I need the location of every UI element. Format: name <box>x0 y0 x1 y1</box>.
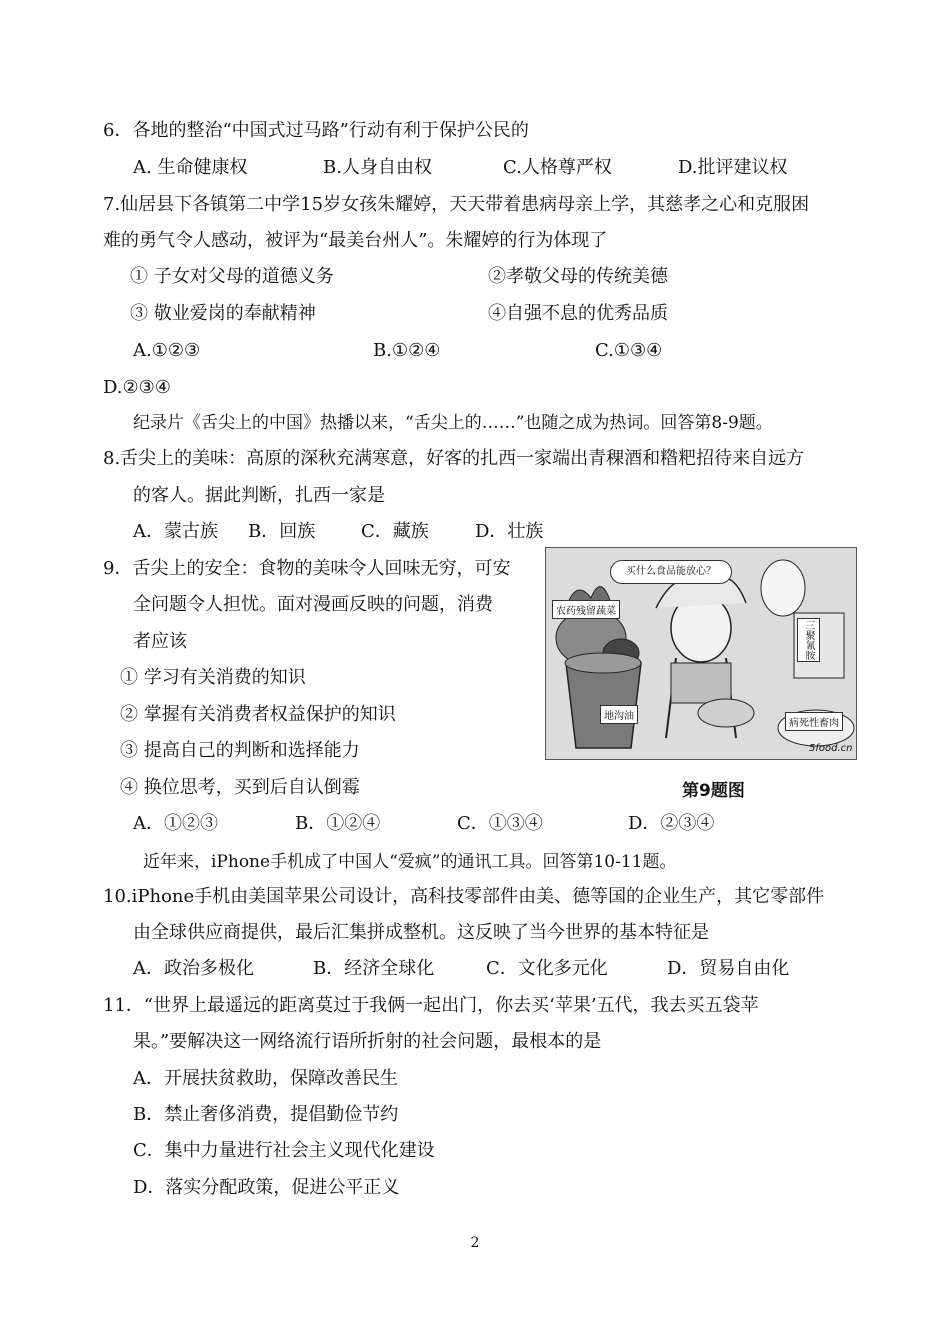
q11-stem-line1: 11．“世界上最遥远的距离莫过于我俩一起出门，你去买‘苹果’五代，我去买五袋苹 <box>103 995 759 1016</box>
q9-option-b: B．①②④ <box>295 813 381 834</box>
cartoon-label-gutter-oil: 地沟油 <box>600 705 638 724</box>
q6-option-b: B.人身自由权 <box>323 157 432 178</box>
q9-stem-line1: 9．舌尖上的安全：食物的美味令人回味无穷，可安 <box>103 558 511 579</box>
q11-option-a: A．开展扶贫救助，保障改善民生 <box>133 1068 398 1089</box>
q8-stem-line2: 的客人。据此判断，扎西一家是 <box>133 485 385 506</box>
q6-option-a: A. 生命健康权 <box>133 157 248 178</box>
q9-stem-line3: 者应该 <box>133 631 187 652</box>
q8-option-c: C．藏族 <box>361 521 429 542</box>
q10-option-d: D．贸易自由化 <box>667 958 790 979</box>
q10-stem-line1: 10.iPhone手机由美国苹果公司设计，高科技零部件由美、德等国的企业生产，其它零部件 <box>103 886 825 907</box>
cartoon-speech-bubble: 买什么食品能放心？ <box>610 560 732 584</box>
intro-10-11: 近年来，iPhone手机成了中国人“爱疯”的通讯工具。回答第10-11题。 <box>143 852 677 872</box>
q10-option-c: C．文化多元化 <box>486 958 608 979</box>
intro-8-9: 纪录片《舌尖上的中国》热播以来，“舌尖上的……”也随之成为热词。回答第8-9题。 <box>133 413 773 433</box>
q11-stem-line2: 果。”要解决这一网络流行语所折射的社会问题，最根本的是 <box>133 1031 602 1052</box>
q7-option-a: A.①②③ <box>133 340 201 361</box>
q10-stem-line2: 由全球供应商提供，最后汇集拼成整机。这反映了当今世界的基本特征是 <box>133 922 709 943</box>
q7-item-1: ① 子女对父母的道德义务 <box>130 266 334 287</box>
q9-option-c: C．①③④ <box>457 813 543 834</box>
q8-stem-line1: 8.舌尖上的美味：高原的深秋充满寒意，好客的扎西一家端出青稞酒和糌粑招待来自远方 <box>103 448 805 469</box>
cartoon-watermark: 5food.cn <box>809 743 853 754</box>
q7-option-c: C.①③④ <box>595 340 663 361</box>
q9-option-a: A．①②③ <box>133 813 218 834</box>
q7-option-d: D.②③④ <box>103 377 171 398</box>
q9-stem-line2: 全问题令人担忧。面对漫画反映的问题，消费 <box>133 594 493 615</box>
cartoon-label-vegetables: 农药残留蔬菜 <box>552 600 620 619</box>
q9-item-2: ② 掌握有关消费者权益保护的知识 <box>120 704 396 725</box>
q7-item-2: ②孝敬父母的传统美德 <box>488 266 668 287</box>
q10-option-a: A．政治多极化 <box>133 958 254 979</box>
q8-option-d: D．壮族 <box>475 521 544 542</box>
q6-stem: 6．各地的整治“中国式过马路”行动有利于保护公民的 <box>103 120 529 141</box>
q7-stem-line1: 7.仙居县下各镇第二中学15岁女孩朱耀婷，天天带着患病母亲上学，其慈孝之心和克服困 <box>103 194 810 215</box>
q9-option-d: D．②③④ <box>628 813 715 834</box>
q9-item-4: ④ 换位思考，买到后自认倒霉 <box>120 777 360 798</box>
q10-option-b: B．经济全球化 <box>313 958 435 979</box>
q11-option-c: C．集中力量进行社会主义现代化建设 <box>133 1140 435 1161</box>
cartoon-label-dead-livestock: 病死性畜肉 <box>785 712 843 731</box>
page-number: 2 <box>470 1235 480 1251</box>
q9-item-3: ③ 提高自己的判断和选择能力 <box>120 740 360 761</box>
q11-option-d: D．落实分配政策，促进公平正义 <box>133 1177 400 1198</box>
cartoon-label-melamine: 三聚氰胺 <box>797 618 820 662</box>
q7-option-b: B.①②④ <box>373 340 441 361</box>
q8-option-a: A．蒙古族 <box>133 521 218 542</box>
q9-item-1: ① 学习有关消费的知识 <box>120 667 306 688</box>
q6-option-c: C.人格尊严权 <box>503 157 612 178</box>
q8-option-b: B．回族 <box>248 521 316 542</box>
q11-option-b: B．禁止奢侈消费，提倡勤俭节约 <box>133 1104 399 1125</box>
q7-item-3: ③ 敬业爱岗的奉献精神 <box>130 303 316 324</box>
q7-stem-line2: 难的勇气令人感动，被评为“最美台州人”。朱耀婷的行为体现了 <box>103 230 608 251</box>
q7-item-4: ④自强不息的优秀品质 <box>488 303 668 324</box>
figure-caption: 第9题图 <box>682 781 745 801</box>
q6-option-d: D.批评建议权 <box>678 157 788 178</box>
